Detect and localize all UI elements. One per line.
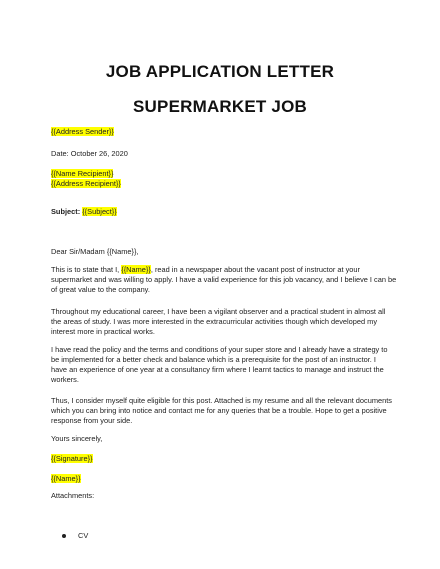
letter-date: Date: October 26, 2020 xyxy=(51,149,128,158)
name-recipient xyxy=(51,169,113,179)
paragraph-3-line-1: I have read the policy and the terms and conditions of your super store and I already have a strategy to xyxy=(51,345,388,354)
signature-placeholder: {{Signature}} xyxy=(51,454,93,463)
letter-title: JOB APPLICATION LETTER xyxy=(105,62,335,81)
paragraph-3-line-4: workers. xyxy=(51,375,79,384)
address-recipient xyxy=(51,179,121,189)
p1-name-placeholder: {{Name}} xyxy=(121,265,151,274)
attachments-label: Attachments: xyxy=(51,491,95,500)
paragraph-4-line-2: which you can bring into notice and contact me for any queries that be a trouble. Hope to get a positive xyxy=(51,406,387,415)
signature xyxy=(51,454,93,464)
paragraph-4-line-1: Thus, I consider myself quite eligible for this post. Attached is my resume and all the relevant documents xyxy=(51,396,392,405)
sender-name xyxy=(51,474,81,484)
p1-post: , read in a newspaper about the vacant post of instructor at your xyxy=(150,265,360,274)
subject-label: Subject: xyxy=(51,207,81,216)
paragraph-2-line-1: Throughout my educational career, I have been a vigilant observer and a practical student in almost all xyxy=(51,307,386,316)
paragraph-4-line-3: response from your side. xyxy=(51,416,133,425)
subject-placeholder: {{Subject}} xyxy=(82,207,117,216)
address-sender xyxy=(51,127,114,137)
bullet-icon xyxy=(62,534,66,538)
paragraph-1-line-2: supermarket and was willing to apply. I have a valid experience for this job vacancy, and I believe I can be xyxy=(51,275,397,284)
name-recipient-placeholder: {{Name Recipient}} xyxy=(51,169,114,178)
paragraph-3-line-3: have an experience of one year at a consultancy firm where I learnt tactics to manage and instruct the xyxy=(51,365,384,374)
paragraph-3-line-2: be implemented for a better check and balance which is a prerequisite for the post of an instructor. I xyxy=(51,355,376,364)
letter-subtitle: SUPERMARKET JOB xyxy=(133,97,307,116)
p1-pre: This is to state that I, xyxy=(51,265,122,274)
sender-name-placeholder: {{Name}} xyxy=(51,474,81,483)
address-recipient-placeholder: {{Address Recipient}} xyxy=(51,179,121,188)
paragraph-2-line-2: the areas of study. I was more interested in the extracurricular activities though which developed my xyxy=(51,317,378,326)
attachment-item: CV xyxy=(78,531,89,540)
paragraph-1-line-3: of great value to the company. xyxy=(51,285,150,294)
paragraph-2-line-3: interest more in practical works. xyxy=(51,327,155,336)
salutation: Dear Sir/Madam {{Name}}, xyxy=(51,247,139,256)
closing: Yours sincerely, xyxy=(51,434,103,443)
subject-line xyxy=(51,207,117,217)
address-sender-placeholder: {{Address Sender}} xyxy=(51,127,114,136)
paragraph-1-line-1 xyxy=(51,265,360,275)
